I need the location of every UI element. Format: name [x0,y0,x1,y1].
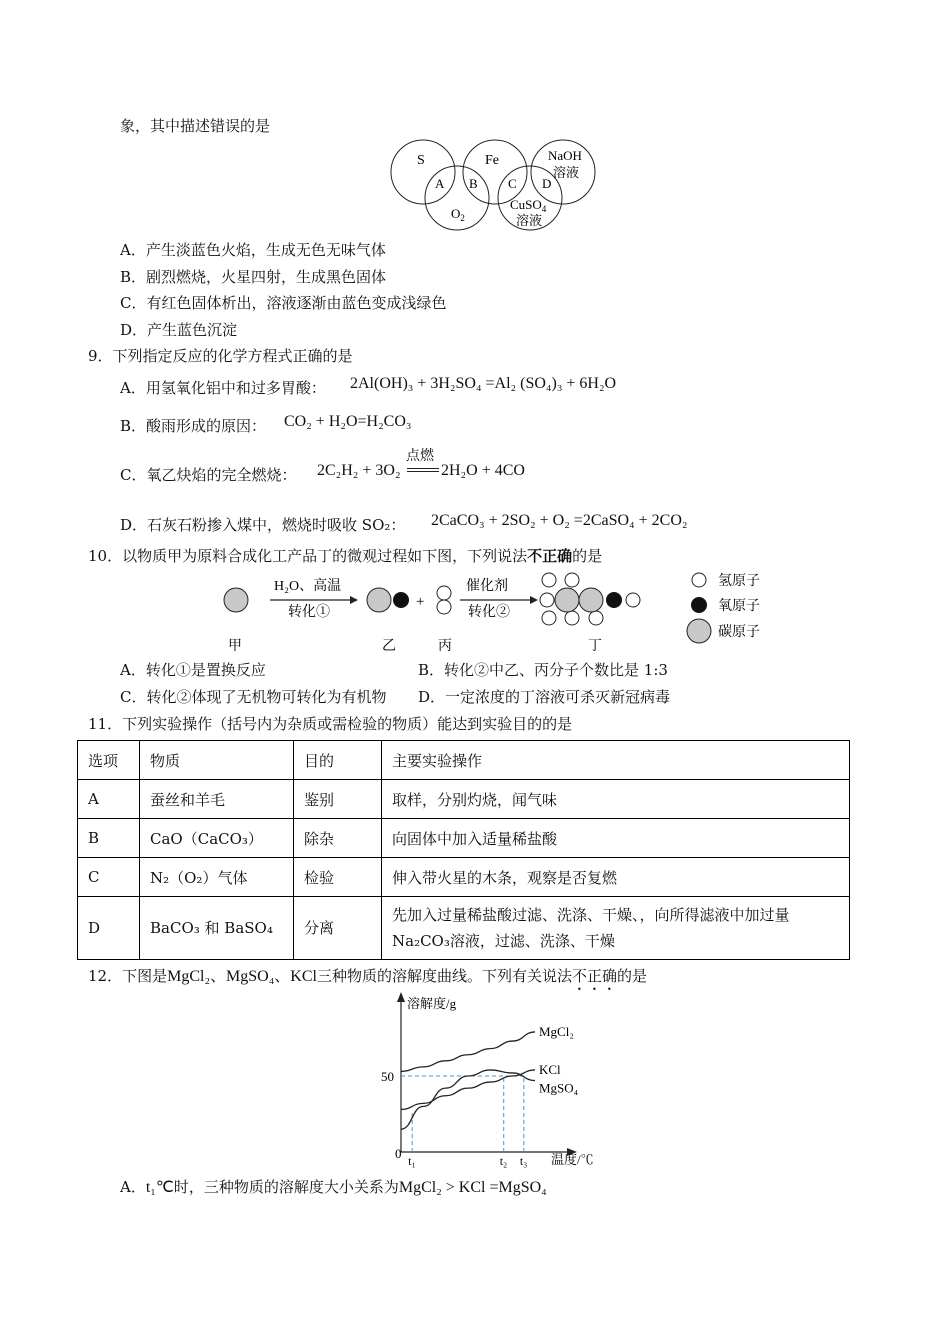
table-cell: 除杂 [294,819,382,858]
plus-sign: + [416,594,425,610]
q9-option-a-label: A．用氢氧化铝中和过多胃酸： [120,379,326,397]
q12-stem-formula: MgCl₂、MgSO₄、KCl [167,968,317,985]
arrow1-top-label: H₂O、高温 [274,579,342,594]
table-cell: A [78,780,140,819]
bing-hydrogen-atom-bottom [437,600,451,614]
ding-hydrogen-atom [540,593,554,607]
q8-option-c: C．有红色固体析出，溶液逐渐由蓝色变成浅绿色 [120,294,447,312]
q8-venn-diagram [385,136,600,236]
q12-stem-emphasis: 不正确 [571,967,617,985]
arrow2-top-label: 催化剂 [466,579,508,594]
q9-option-c-equals [407,468,439,472]
q8-option-a: A．产生淡蓝色火焰，生成无色无味气体 [120,241,386,259]
q10-stem: 10．以物质甲为原料合成化工产品丁的微观过程如下图，下列说法不正确的是 [88,547,603,565]
x-tick-label-2: t₃ [519,1154,528,1168]
table-cell: 取样，分别灼烧，闻气味 [382,780,850,819]
table-row [78,858,850,897]
y-axis-arrow [397,992,405,1002]
solubility-chart [375,990,625,1170]
q9-option-b-label: B．酸雨形成的原因： [120,417,267,435]
y-axis-label: 溶解度/g [407,996,457,1011]
q12-option-a: A．t₁℃时，三种物质的溶解度大小关系为MgCl₂ > KCl =MgSO₄ [120,1178,547,1196]
yi-oxygen-atom [393,592,409,608]
table-cell: 分离 [294,897,382,960]
circle-cuso4-label-2: 溶液 [516,213,543,228]
q8-option-d: D．产生蓝色沉淀 [120,321,238,339]
table-cell: C [78,858,140,897]
q12-stem: 12．下图是MgCl₂、MgSO₄、KCl三种物质的溶解度曲线。下列有关说法不正确的是 [88,967,647,985]
q9-option-c-condition: 点燃 [406,448,434,464]
q9-option-c-label: C．氧乙炔焰的完全燃烧： [120,466,297,484]
bing-hydrogen-atom-top [437,586,451,600]
circle-cuso4-label-1: CuSO$_4$ [510,197,547,214]
table-cell: B [78,819,140,858]
series-line-0 [401,1032,535,1072]
legend-hydrogen-label: 氢原子 [718,574,760,589]
q10-option-a: A．转化①是置换反应 [120,661,266,679]
circle-naoh-label-1: NaOH [548,148,582,163]
legend-carbon-icon [687,619,711,643]
q9-option-a-formula: 2Al(OH)₃ + 3H₂SO₄ =Al₂ (SO₄)₃ + 6H₂O [350,375,617,392]
region-d-label: D [542,176,552,191]
table-cell: N₂（O₂）气体 [140,858,294,897]
table-row [78,780,850,819]
table-cell: 检验 [294,858,382,897]
q9-option-d-label: D．石灰石粉掺入煤中，燃烧时吸收 SO₂： [120,516,406,534]
q8-stem-tail: 象，其中描述错误的是 [120,117,271,135]
circle-s-label: S [417,153,425,168]
arrow2-bottom-label: 转化② [468,605,510,620]
q10-option-b: B．转化②中乙、丙分子个数比是 1:3 [418,661,668,679]
q12-option-a-temp: t₁℃ [145,1179,174,1196]
q9-stem: 9．下列指定反应的化学方程式正确的是 [88,347,353,365]
series-label-0: MgCl₂ [539,1023,574,1039]
table-cell: BaCO₃ 和 BaSO₄ [140,897,294,960]
table-cell: 先加入过量稀盐酸过滤、洗涤、干燥、，向所得滤液中加过量 Na₂CO₃溶液，过滤、洗涤、干燥 [382,897,850,960]
series-label-2: MgSO₄ [539,1080,579,1096]
q11-stem: 11．下列实验操作（括号内为杂质或需检验的物质）能达到实验目的的是 [88,715,573,733]
x-tick-label-0: t₁ [408,1154,416,1168]
y-tick-label-50: 50 [381,1069,394,1084]
circle-fe-label: Fe [485,153,499,168]
label-yi: 乙 [382,639,396,654]
ding-hydrogen-atom [565,573,579,587]
table-row [78,819,850,858]
q12-option-a-formula: MgCl₂ > KCl =MgSO₄ [398,1179,547,1196]
ding-hydrogen-atom [626,593,640,607]
region-b-label: B [469,176,478,191]
jia-carbon-atom [224,588,248,612]
q11-table [77,740,850,960]
yi-carbon-atom [367,588,391,612]
q9-option-d-formula: 2CaCO₃ + 2SO₂ + O₂ =2CaSO₄ + 2CO₂ [431,512,688,529]
legend-oxygen-label: 氧原子 [718,599,760,614]
x-tick-label-1: t₂ [499,1154,508,1168]
header-cell: 物质 [140,741,294,780]
q9-option-c-formula-left: 2C₂H₂ + 3O₂ [317,462,401,479]
ding-hydrogen-atom [565,611,579,625]
circle-fe [463,140,527,204]
q10-option-c: C．转化②体现了无机物可转化为有机物 [120,688,387,706]
region-a-label: A [435,176,445,191]
region-c-label: C [508,176,517,191]
table-cell: D [78,897,140,960]
arrow1-head [350,596,358,604]
table-cell: CaO（CaCO₃） [140,819,294,858]
q9-option-b-formula: CO₂ + H₂O=H₂CO₃ [284,413,412,430]
legend-carbon-label: 碳原子 [718,625,760,640]
x-axis-label: 温度/℃ [551,1152,594,1167]
series-label-1: KCl [539,1061,561,1077]
series-line-2 [401,1070,535,1129]
q10-reaction-diagram [210,566,780,658]
ding-hydrogen-atom [589,611,603,625]
circle-s [391,140,455,204]
legend-oxygen-icon [691,597,707,613]
q8-option-b: B．剧烈燃烧，火星四射，生成黑色固体 [120,268,387,286]
ding-carbon-atom [555,588,579,612]
ding-hydrogen-atom [542,611,556,625]
label-ding: 丁 [588,639,602,654]
table-cell: 蚕丝和羊毛 [140,780,294,819]
table-cell: 向固体中加入适量稀盐酸 [382,819,850,858]
circle-naoh-label-2: 溶液 [553,165,580,180]
q10-option-d: D．一定浓度的丁溶液可杀灭新冠病毒 [418,688,671,706]
label-bing: 丙 [438,639,452,654]
table-row [78,897,850,960]
header-cell: 选项 [78,741,140,780]
q9-option-c-formula-right: 2H₂O + 4CO [441,462,525,479]
ding-oxygen-atom [606,592,622,608]
q10-stem-emphasis: 不正确 [527,547,573,565]
legend-hydrogen-icon [692,573,706,587]
origin-label: 0 [395,1146,402,1161]
circle-o2-label: $O_2$ [451,206,465,223]
ding-carbon-atom [579,588,603,612]
label-jia: 甲 [228,639,242,654]
table-cell: 鉴别 [294,780,382,819]
ding-hydrogen-atom [542,573,556,587]
header-cell: 主要实验操作 [382,741,850,780]
table-cell: 伸入带火星的木条，观察是否复燃 [382,858,850,897]
table-header-row [78,741,850,780]
arrow1-bottom-label: 转化① [288,605,330,620]
header-cell: 目的 [294,741,382,780]
arrow2-head [530,596,538,604]
